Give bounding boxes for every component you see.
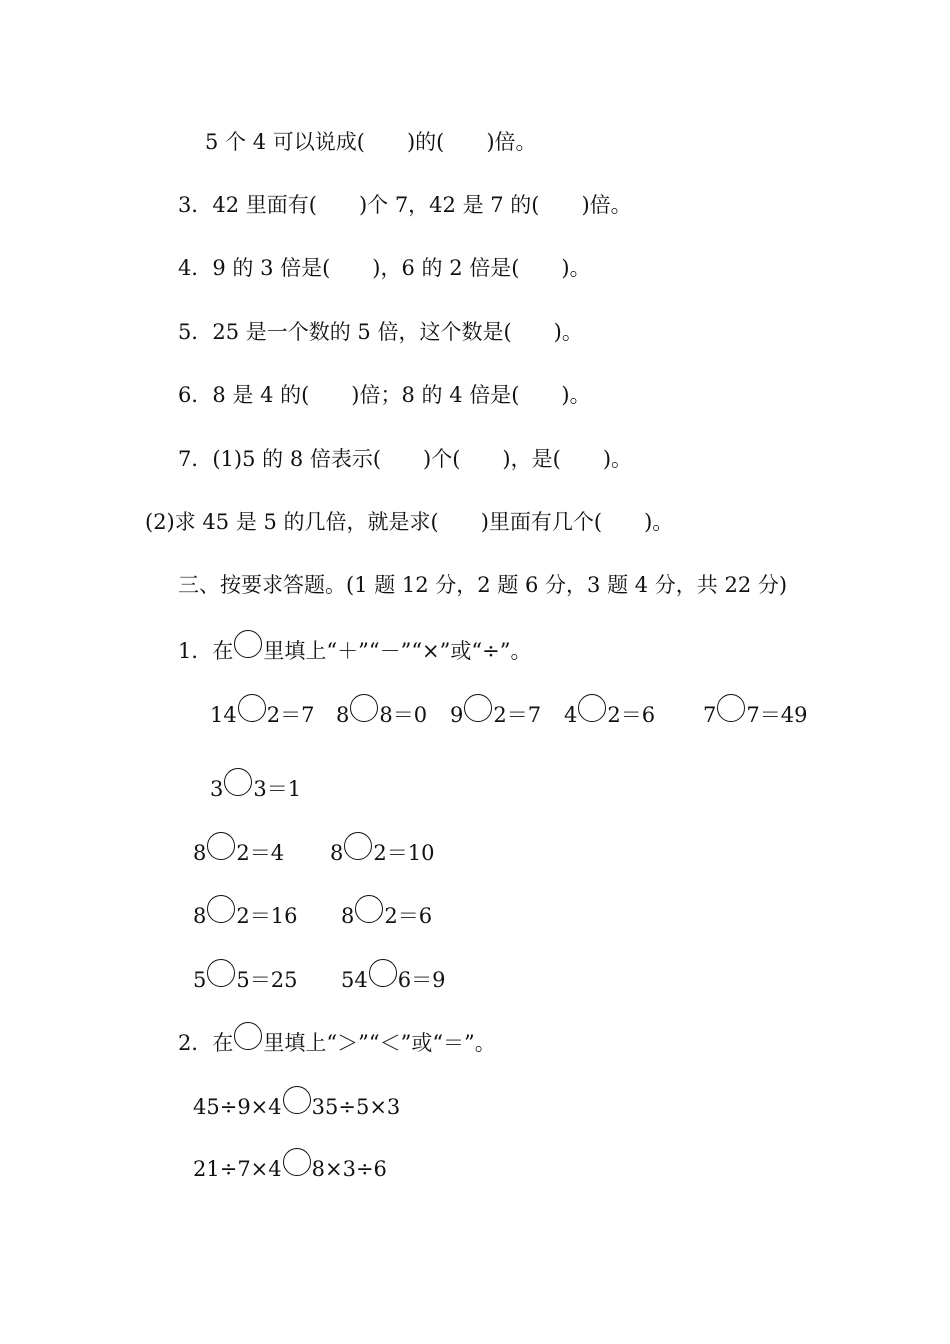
item-left: 14 — [210, 702, 237, 727]
answer-circle[interactable] — [238, 694, 266, 722]
item-left: 9 — [450, 702, 464, 727]
answer-circle[interactable] — [369, 959, 397, 987]
item-left: 8 — [193, 903, 207, 928]
item-left: 45÷9×4 — [193, 1094, 282, 1119]
answer-circle[interactable] — [234, 1022, 262, 1050]
item-right: 8×3÷6 — [311, 1156, 387, 1181]
answer-circle[interactable] — [283, 1148, 311, 1176]
q2-post: 里填上“＞”“＜”或“＝”。 — [263, 1030, 496, 1055]
question-3: 3．42 里面有( )个 7，42 是 7 的( )倍。 — [178, 193, 632, 217]
q1-item-7 — [193, 836, 284, 868]
answer-circle[interactable] — [355, 895, 383, 923]
q1-item-4 — [564, 698, 655, 730]
item-left: 8 — [193, 840, 207, 865]
item-right: 2＝7 — [493, 702, 542, 727]
item-left: 8 — [330, 840, 344, 865]
question-4: 4．9 的 3 倍是( )，6 的 2 倍是( )。 — [178, 256, 591, 280]
q2-instruction — [178, 1026, 496, 1058]
item-left: 5 — [193, 967, 207, 992]
answer-circle[interactable] — [578, 694, 606, 722]
q1-instruction — [178, 634, 531, 666]
item-right: 2＝6 — [607, 702, 656, 727]
answer-circle[interactable] — [207, 959, 235, 987]
answer-circle[interactable] — [717, 694, 745, 722]
item-left: 8 — [341, 903, 355, 928]
item-right: 3＝1 — [253, 776, 302, 801]
answer-circle[interactable] — [224, 768, 252, 796]
q1-item-9 — [193, 899, 297, 931]
item-right: 2＝10 — [373, 840, 435, 865]
question-7: 7．(1)5 的 8 倍表示( )个( )，是( )。 — [178, 447, 633, 471]
item-left: 54 — [341, 967, 368, 992]
item-right: 7＝49 — [746, 702, 808, 727]
item-right: 2＝16 — [236, 903, 298, 928]
q1-item-6 — [210, 772, 301, 804]
question-5: 5．25 是一个数的 5 倍，这个数是( )。 — [178, 320, 583, 344]
q1-item-1 — [210, 698, 314, 730]
question-6: 6．8 是 4 的( )倍；8 的 4 倍是( )。 — [178, 383, 591, 407]
item-right: 2＝4 — [236, 840, 285, 865]
q2-item-1 — [193, 1090, 400, 1122]
item-right: 6＝9 — [397, 967, 446, 992]
section-title: 三、按要求答题。(1 题 12 分，2 题 6 分，3 题 4 分，共 22 分) — [178, 573, 788, 597]
q2-item-2 — [193, 1152, 387, 1184]
item-right: 5＝25 — [236, 967, 298, 992]
item-right: 35÷5×3 — [311, 1094, 401, 1119]
item-right: 2＝7 — [266, 702, 315, 727]
q1-item-3 — [450, 698, 541, 730]
q1-item-5 — [703, 698, 807, 730]
q1-post: 里填上“＋”“－”“×”或“÷”。 — [263, 638, 532, 663]
item-left: 3 — [210, 776, 224, 801]
item-right: 2＝6 — [384, 903, 433, 928]
answer-circle[interactable] — [464, 694, 492, 722]
text-line: 5 个 4 可以说成( )的( )倍。 — [205, 130, 537, 154]
q1-item-2 — [336, 698, 427, 730]
answer-circle[interactable] — [207, 895, 235, 923]
item-left: 4 — [564, 702, 578, 727]
answer-circle[interactable] — [234, 630, 262, 658]
answer-circle[interactable] — [344, 832, 372, 860]
answer-circle[interactable] — [207, 832, 235, 860]
q1-item-10 — [341, 899, 432, 931]
item-left: 21÷7×4 — [193, 1156, 282, 1181]
question-7-part-2: (2)求 45 是 5 的几倍，就是求( )里面有几个( )。 — [145, 510, 674, 534]
item-right: 8＝0 — [379, 702, 428, 727]
q1-pre: 1．在 — [178, 638, 234, 663]
answer-circle[interactable] — [350, 694, 378, 722]
item-left: 8 — [336, 702, 350, 727]
q1-item-12 — [341, 963, 445, 995]
answer-circle[interactable] — [283, 1086, 311, 1114]
q1-item-11 — [193, 963, 297, 995]
q1-item-8 — [330, 836, 434, 868]
q2-pre: 2．在 — [178, 1030, 234, 1055]
item-left: 7 — [703, 702, 717, 727]
